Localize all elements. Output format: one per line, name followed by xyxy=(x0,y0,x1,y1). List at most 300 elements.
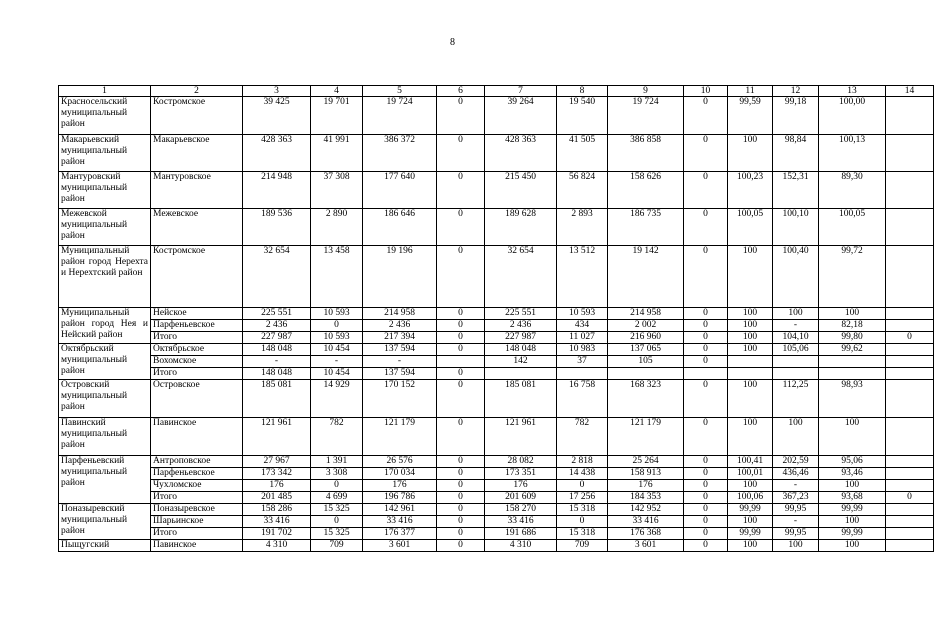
value-cell: 142 952 xyxy=(608,504,684,516)
district-cell: Поназыревский муниципальный район xyxy=(59,504,151,540)
value-cell: 0 xyxy=(437,209,485,246)
settlement-cell: Итого xyxy=(151,368,243,380)
value-cell: 2 893 xyxy=(557,209,608,246)
value-cell: 112,25 xyxy=(773,380,819,418)
value-cell: 2 436 xyxy=(485,320,557,332)
settlement-cell: Чухломское xyxy=(151,480,243,492)
value-cell: 0 xyxy=(437,480,485,492)
value-cell: 216 960 xyxy=(608,332,684,344)
value-cell xyxy=(886,344,934,356)
value-cell: 27 967 xyxy=(243,456,311,468)
value-cell: 100 xyxy=(728,516,773,528)
value-cell: 37 308 xyxy=(311,172,363,209)
value-cell: 176 xyxy=(363,480,437,492)
value-cell: 782 xyxy=(557,418,608,456)
settlement-cell: Парфеньевское xyxy=(151,468,243,480)
table-row xyxy=(59,540,934,552)
value-cell: 3 308 xyxy=(311,468,363,480)
value-cell: 0 xyxy=(684,528,728,540)
table-row xyxy=(59,97,934,135)
value-cell: 98,84 xyxy=(773,135,819,172)
value-cell: 225 551 xyxy=(243,308,311,320)
district-cell: Пыщугский xyxy=(59,540,151,552)
column-header: 13 xyxy=(819,86,886,97)
value-cell: 434 xyxy=(557,320,608,332)
value-cell: 19 142 xyxy=(608,246,684,308)
value-cell: 121 179 xyxy=(608,418,684,456)
value-cell: 100 xyxy=(728,380,773,418)
value-cell: 100 xyxy=(728,540,773,552)
value-cell: 173 342 xyxy=(243,468,311,480)
value-cell: 99,95 xyxy=(773,528,819,540)
value-cell: 100,10 xyxy=(773,209,819,246)
value-cell: 100 xyxy=(728,344,773,356)
value-cell xyxy=(886,368,934,380)
value-cell: 15 318 xyxy=(557,528,608,540)
value-cell: 13 458 xyxy=(311,246,363,308)
value-cell: 121 961 xyxy=(485,418,557,456)
value-cell: 28 082 xyxy=(485,456,557,468)
value-cell: 99,99 xyxy=(819,528,886,540)
value-cell xyxy=(886,540,934,552)
value-cell: 82,18 xyxy=(819,320,886,332)
value-cell: 93,46 xyxy=(819,468,886,480)
value-cell: 0 xyxy=(437,540,485,552)
value-cell: 0 xyxy=(557,516,608,528)
value-cell: 782 xyxy=(311,418,363,456)
value-cell: 89,30 xyxy=(819,172,886,209)
value-cell: 0 xyxy=(311,320,363,332)
value-cell: 170 152 xyxy=(363,380,437,418)
page-number: 8 xyxy=(450,37,455,48)
column-header: 1 xyxy=(59,86,151,97)
value-cell: 148 048 xyxy=(243,344,311,356)
value-cell xyxy=(886,516,934,528)
value-cell: 99,80 xyxy=(819,332,886,344)
value-cell: 100 xyxy=(819,540,886,552)
value-cell: 214 958 xyxy=(608,308,684,320)
value-cell: 2 436 xyxy=(363,320,437,332)
value-cell: 215 450 xyxy=(485,172,557,209)
value-cell: 100 xyxy=(728,320,773,332)
value-cell: 26 576 xyxy=(363,456,437,468)
value-cell xyxy=(886,468,934,480)
value-cell: 1 391 xyxy=(311,456,363,468)
value-cell: 32 654 xyxy=(243,246,311,308)
value-cell: - xyxy=(773,320,819,332)
value-cell: 39 425 xyxy=(243,97,311,135)
value-cell: 201 485 xyxy=(243,492,311,504)
value-cell: 185 081 xyxy=(243,380,311,418)
value-cell: 170 034 xyxy=(363,468,437,480)
value-cell: 13 512 xyxy=(557,246,608,308)
value-cell: 227 987 xyxy=(243,332,311,344)
value-cell: 99,99 xyxy=(728,504,773,516)
table-row xyxy=(59,380,934,418)
value-cell: 100,41 xyxy=(728,456,773,468)
value-cell: 100 xyxy=(728,480,773,492)
value-cell xyxy=(886,380,934,418)
value-cell: 0 xyxy=(437,492,485,504)
value-cell: 105,06 xyxy=(773,344,819,356)
value-cell xyxy=(886,480,934,492)
value-cell: 0 xyxy=(311,516,363,528)
value-cell: 0 xyxy=(311,480,363,492)
value-cell: - xyxy=(363,356,437,368)
value-cell: 121 961 xyxy=(243,418,311,456)
district-cell: Муниципальный район город Нерехта и Нерехтский район xyxy=(59,246,151,308)
table-row xyxy=(59,308,934,320)
value-cell: 99,72 xyxy=(819,246,886,308)
value-cell: 16 758 xyxy=(557,380,608,418)
settlement-cell: Павинское xyxy=(151,540,243,552)
value-cell xyxy=(557,368,608,380)
value-cell: 99,99 xyxy=(728,528,773,540)
value-cell: 100 xyxy=(819,308,886,320)
table-row xyxy=(59,480,934,492)
value-cell: 148 048 xyxy=(485,344,557,356)
value-cell: 0 xyxy=(886,332,934,344)
value-cell: 0 xyxy=(684,504,728,516)
value-cell xyxy=(819,356,886,368)
value-cell: 4 310 xyxy=(485,540,557,552)
value-cell: 4 699 xyxy=(311,492,363,504)
settlement-cell: Мантуровское xyxy=(151,172,243,209)
value-cell: 33 416 xyxy=(243,516,311,528)
settlement-cell: Поназыревское xyxy=(151,504,243,516)
value-cell: 227 987 xyxy=(485,332,557,344)
column-header: 9 xyxy=(608,86,684,97)
column-header: 8 xyxy=(557,86,608,97)
value-cell: 99,18 xyxy=(773,97,819,135)
value-cell: 0 xyxy=(684,492,728,504)
value-cell xyxy=(819,368,886,380)
value-cell: 100 xyxy=(819,480,886,492)
value-cell: 2 002 xyxy=(608,320,684,332)
value-cell: 100 xyxy=(773,308,819,320)
value-cell: 10 454 xyxy=(311,344,363,356)
data-table xyxy=(58,85,934,552)
value-cell: - xyxy=(773,516,819,528)
value-cell: 158 626 xyxy=(608,172,684,209)
value-cell xyxy=(886,528,934,540)
value-cell: 0 xyxy=(437,320,485,332)
value-cell: 10 593 xyxy=(311,332,363,344)
value-cell: 4 310 xyxy=(243,540,311,552)
district-cell: Островский муниципальный район xyxy=(59,380,151,418)
table-row xyxy=(59,172,934,209)
settlement-cell: Островское xyxy=(151,380,243,418)
value-cell: 428 363 xyxy=(485,135,557,172)
value-cell: 100 xyxy=(819,418,886,456)
column-header: 11 xyxy=(728,86,773,97)
value-cell: 19 724 xyxy=(608,97,684,135)
value-cell: 98,93 xyxy=(819,380,886,418)
value-cell: 158 270 xyxy=(485,504,557,516)
settlement-cell: Итого xyxy=(151,492,243,504)
value-cell: 0 xyxy=(684,97,728,135)
value-cell: 100 xyxy=(728,246,773,308)
district-cell: Мантуровский муниципальный район xyxy=(59,172,151,209)
value-cell xyxy=(886,356,934,368)
table-row xyxy=(59,516,934,528)
value-cell: 225 551 xyxy=(485,308,557,320)
column-header: 14 xyxy=(886,86,934,97)
value-cell: 99,99 xyxy=(819,504,886,516)
value-cell: - xyxy=(773,480,819,492)
value-cell: 137 065 xyxy=(608,344,684,356)
column-header: 6 xyxy=(437,86,485,97)
value-cell: 0 xyxy=(684,344,728,356)
value-cell xyxy=(728,368,773,380)
value-cell: 436,46 xyxy=(773,468,819,480)
table-row xyxy=(59,368,934,380)
value-cell: 10 454 xyxy=(311,368,363,380)
value-cell: 0 xyxy=(684,320,728,332)
value-cell: 100,23 xyxy=(728,172,773,209)
value-cell: 0 xyxy=(684,246,728,308)
column-header: 12 xyxy=(773,86,819,97)
value-cell xyxy=(608,368,684,380)
value-cell: 0 xyxy=(684,540,728,552)
value-cell: 367,23 xyxy=(773,492,819,504)
value-cell: 184 353 xyxy=(608,492,684,504)
table-row xyxy=(59,344,934,356)
value-cell: 10 983 xyxy=(557,344,608,356)
settlement-cell: Павинское xyxy=(151,418,243,456)
value-cell: 2 436 xyxy=(243,320,311,332)
table-row xyxy=(59,320,934,332)
value-cell: 0 xyxy=(557,480,608,492)
value-cell xyxy=(773,368,819,380)
value-cell: 176 377 xyxy=(363,528,437,540)
value-cell: 137 594 xyxy=(363,344,437,356)
value-cell: 386 858 xyxy=(608,135,684,172)
value-cell: 0 xyxy=(684,468,728,480)
value-cell: 185 081 xyxy=(485,380,557,418)
value-cell: 100 xyxy=(728,332,773,344)
value-cell: 95,06 xyxy=(819,456,886,468)
value-cell: 41 505 xyxy=(557,135,608,172)
value-cell: 0 xyxy=(886,492,934,504)
value-cell: 152,31 xyxy=(773,172,819,209)
value-cell: 0 xyxy=(684,380,728,418)
table-row xyxy=(59,135,934,172)
district-cell: Красносельский муниципальный район xyxy=(59,97,151,135)
value-cell: 176 368 xyxy=(608,528,684,540)
table-row xyxy=(59,468,934,480)
value-cell: 214 948 xyxy=(243,172,311,209)
value-cell: 176 xyxy=(243,480,311,492)
value-cell: 14 929 xyxy=(311,380,363,418)
value-cell xyxy=(886,504,934,516)
value-cell: 99,62 xyxy=(819,344,886,356)
value-cell: 100 xyxy=(728,135,773,172)
value-cell: 0 xyxy=(437,504,485,516)
value-cell: 0 xyxy=(437,528,485,540)
value-cell: 100 xyxy=(773,418,819,456)
value-cell: 100,00 xyxy=(819,97,886,135)
value-cell: 0 xyxy=(437,308,485,320)
value-cell xyxy=(886,418,934,456)
settlement-cell: Итого xyxy=(151,332,243,344)
table-row xyxy=(59,209,934,246)
table-row xyxy=(59,456,934,468)
value-cell: 148 048 xyxy=(243,368,311,380)
value-cell: 0 xyxy=(437,332,485,344)
value-cell: 0 xyxy=(684,418,728,456)
value-cell xyxy=(886,135,934,172)
value-cell: 191 702 xyxy=(243,528,311,540)
value-cell: 105 xyxy=(608,356,684,368)
table-row xyxy=(59,528,934,540)
table-row xyxy=(59,492,934,504)
district-cell: Октябрьский муниципальный район xyxy=(59,344,151,380)
value-cell: 168 323 xyxy=(608,380,684,418)
value-cell: 428 363 xyxy=(243,135,311,172)
district-cell: Павинский муниципальный район xyxy=(59,418,151,456)
value-cell: 0 xyxy=(684,209,728,246)
value-cell xyxy=(437,356,485,368)
value-cell: 99,95 xyxy=(773,504,819,516)
value-cell: 33 416 xyxy=(608,516,684,528)
value-cell: 99,59 xyxy=(728,97,773,135)
column-header: 2 xyxy=(151,86,243,97)
value-cell: 0 xyxy=(437,380,485,418)
value-cell: 100,05 xyxy=(819,209,886,246)
value-cell: 19 540 xyxy=(557,97,608,135)
value-cell: 100,13 xyxy=(819,135,886,172)
value-cell: 196 786 xyxy=(363,492,437,504)
value-cell: 0 xyxy=(684,135,728,172)
value-cell: 709 xyxy=(311,540,363,552)
value-cell: 14 438 xyxy=(557,468,608,480)
value-cell: 32 654 xyxy=(485,246,557,308)
value-cell: 0 xyxy=(437,135,485,172)
value-cell: 33 416 xyxy=(363,516,437,528)
value-cell xyxy=(684,368,728,380)
value-cell: 0 xyxy=(437,172,485,209)
value-cell: 100 xyxy=(728,418,773,456)
value-cell xyxy=(886,209,934,246)
value-cell: 25 264 xyxy=(608,456,684,468)
settlement-cell: Антроповское xyxy=(151,456,243,468)
value-cell: 41 991 xyxy=(311,135,363,172)
column-header: 3 xyxy=(243,86,311,97)
value-cell: 100,06 xyxy=(728,492,773,504)
value-cell: 142 961 xyxy=(363,504,437,516)
value-cell: 0 xyxy=(684,516,728,528)
value-cell: 56 824 xyxy=(557,172,608,209)
value-cell: 142 xyxy=(485,356,557,368)
table-body xyxy=(59,97,934,552)
value-cell: 0 xyxy=(684,172,728,209)
value-cell: 3 601 xyxy=(363,540,437,552)
district-cell: Муниципальный район город Нея и Нейский район xyxy=(59,308,151,344)
value-cell: - xyxy=(243,356,311,368)
table-row xyxy=(59,504,934,516)
table-row xyxy=(59,246,934,308)
table-row xyxy=(59,356,934,368)
value-cell: 0 xyxy=(437,516,485,528)
value-cell: 176 xyxy=(485,480,557,492)
settlement-cell: Макарьевское xyxy=(151,135,243,172)
value-cell: 104,10 xyxy=(773,332,819,344)
value-cell: 186 646 xyxy=(363,209,437,246)
value-cell: 100,05 xyxy=(728,209,773,246)
settlement-cell: Октябрьское xyxy=(151,344,243,356)
value-cell xyxy=(886,308,934,320)
value-cell: 214 958 xyxy=(363,308,437,320)
value-cell: 189 536 xyxy=(243,209,311,246)
value-cell: 0 xyxy=(437,456,485,468)
district-cell: Макарьевский муниципальный район xyxy=(59,135,151,172)
value-cell: 202,59 xyxy=(773,456,819,468)
value-cell: 19 724 xyxy=(363,97,437,135)
value-cell xyxy=(728,356,773,368)
value-cell: 0 xyxy=(437,344,485,356)
value-cell: 3 601 xyxy=(608,540,684,552)
value-cell: 0 xyxy=(437,97,485,135)
value-cell xyxy=(886,320,934,332)
value-cell: - xyxy=(311,356,363,368)
value-cell xyxy=(886,97,934,135)
value-cell: 176 xyxy=(608,480,684,492)
value-cell xyxy=(773,356,819,368)
value-cell: 19 701 xyxy=(311,97,363,135)
value-cell: 137 594 xyxy=(363,368,437,380)
value-cell: 10 593 xyxy=(557,308,608,320)
value-cell xyxy=(886,456,934,468)
district-cell: Межевской муниципальный район xyxy=(59,209,151,246)
value-cell: 158 286 xyxy=(243,504,311,516)
value-cell: 2 890 xyxy=(311,209,363,246)
value-cell: 11 027 xyxy=(557,332,608,344)
value-cell: 121 179 xyxy=(363,418,437,456)
value-cell: 173 351 xyxy=(485,468,557,480)
value-cell: 33 416 xyxy=(485,516,557,528)
value-cell xyxy=(886,172,934,209)
settlement-cell: Итого xyxy=(151,528,243,540)
value-cell: 0 xyxy=(684,356,728,368)
value-cell xyxy=(886,246,934,308)
value-cell: 19 196 xyxy=(363,246,437,308)
settlement-cell: Шарьинское xyxy=(151,516,243,528)
value-cell: 217 394 xyxy=(363,332,437,344)
settlement-cell: Вохомское xyxy=(151,356,243,368)
value-cell: 100,01 xyxy=(728,468,773,480)
value-cell: 15 318 xyxy=(557,504,608,516)
settlement-cell: Нейское xyxy=(151,308,243,320)
value-cell: 100 xyxy=(773,540,819,552)
value-cell: 100 xyxy=(819,516,886,528)
value-cell: 0 xyxy=(437,368,485,380)
column-header: 5 xyxy=(363,86,437,97)
value-cell: 15 325 xyxy=(311,504,363,516)
value-cell: 386 372 xyxy=(363,135,437,172)
value-cell: 186 735 xyxy=(608,209,684,246)
value-cell: 100,40 xyxy=(773,246,819,308)
settlement-cell: Межевское xyxy=(151,209,243,246)
settlement-cell: Костромское xyxy=(151,246,243,308)
value-cell: 0 xyxy=(684,480,728,492)
value-cell: 0 xyxy=(437,246,485,308)
value-cell: 177 640 xyxy=(363,172,437,209)
value-cell: 10 593 xyxy=(311,308,363,320)
value-cell: 17 256 xyxy=(557,492,608,504)
value-cell xyxy=(485,368,557,380)
value-cell: 100 xyxy=(728,308,773,320)
